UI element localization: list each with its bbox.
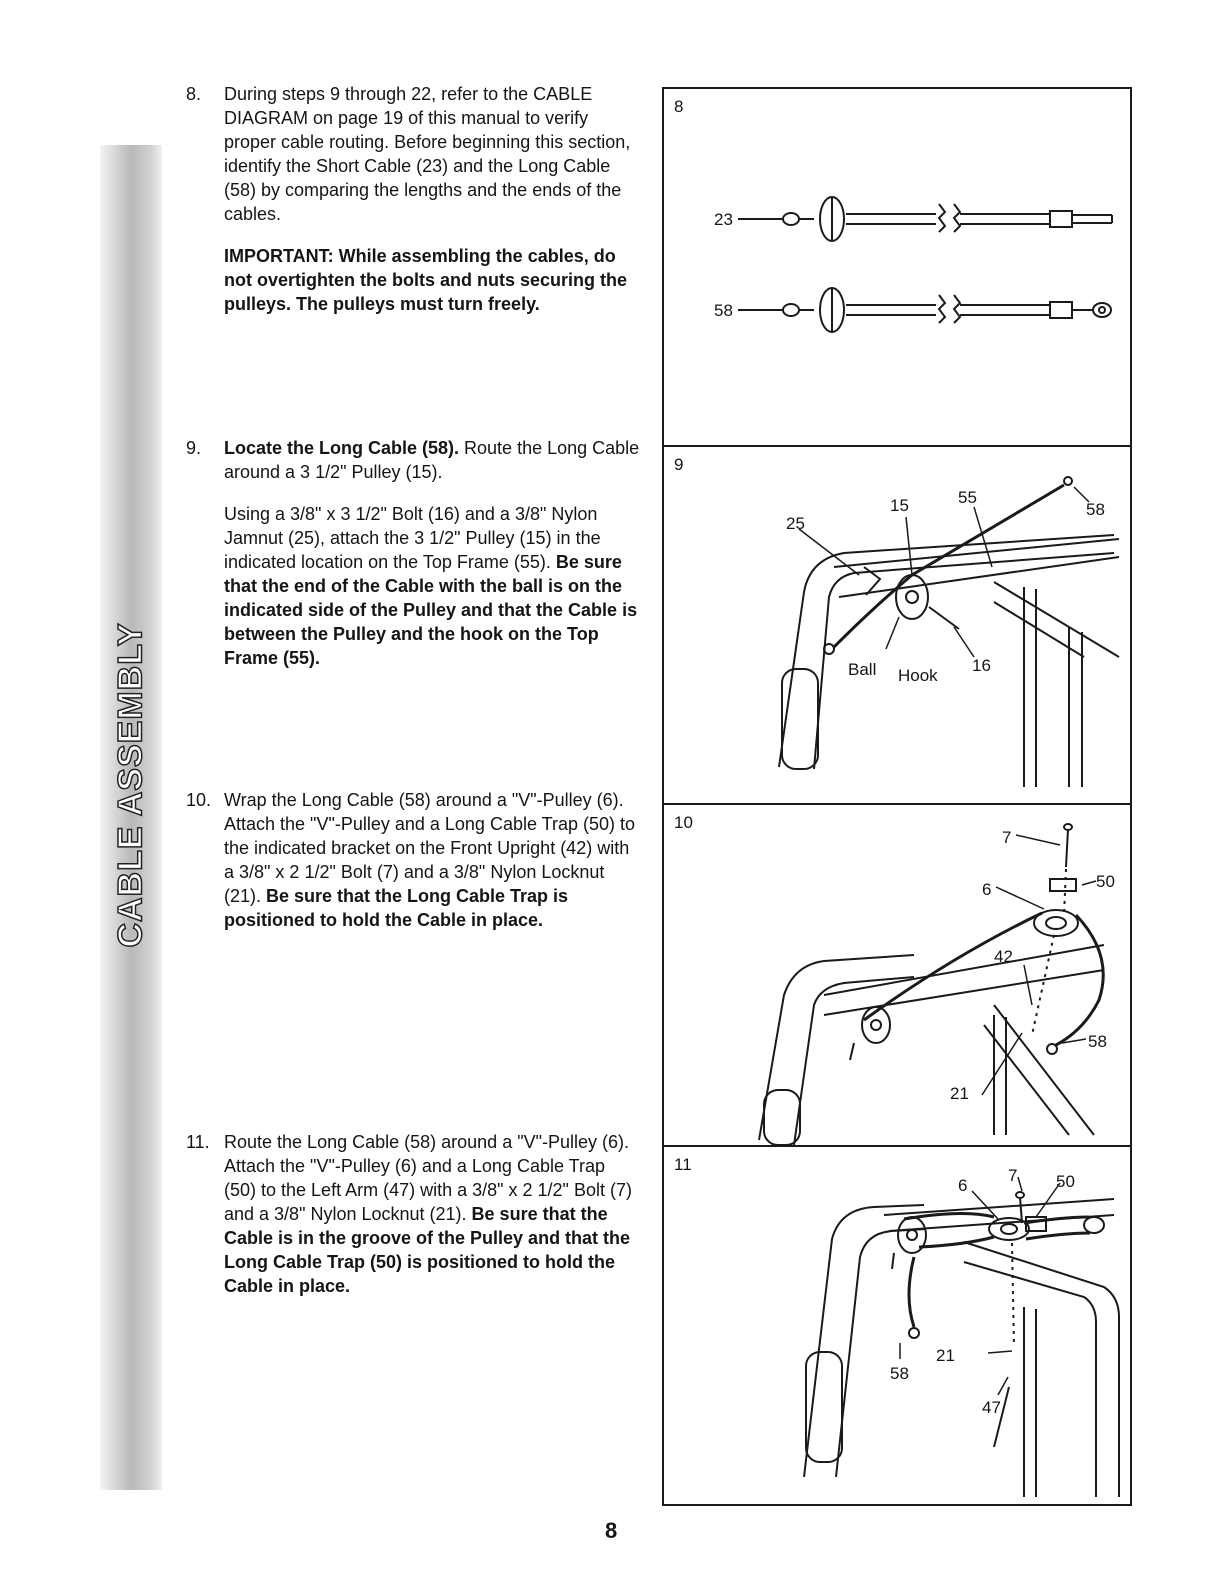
figure-10-number: 10 [674,813,693,832]
figure-10-diagram [664,805,1130,1147]
fig10-label-6: 6 [982,880,992,899]
fig10-label-21: 21 [950,1084,969,1103]
step-9-text-2: Using a 3/8" x 3 1/2" Bolt (16) and a 3/8" Nylon Jamnut (25), attach the 3 1/2" Pulley (15) in the indicated location on the Top Frame (55). [224,504,601,572]
fig11-label-50: 50 [1056,1172,1075,1191]
step-9 [186,436,641,688]
figure-8-diagram [664,89,1130,447]
step-8 [186,82,641,334]
figure-11 [662,1145,1132,1506]
step-8-number: 8. [186,84,202,104]
step-11-warning: Be sure that the Cable is in the groove of the Pulley and that the Long Cable Trap (50) is positioned to hold the Cable in place. [224,1204,631,1296]
figure-8 [662,87,1132,449]
fig11-label-6: 6 [958,1176,968,1195]
step-8-paragraph-2 [224,244,641,316]
step-10-warning: Be sure that the Long Cable Trap is positioned to hold the Cable in place. [224,886,569,930]
step-8-text: During steps 9 through 22, refer to the CABLE DIAGRAM on page 19 of this manual to verify proper cable routing. Before beginning this section, identify the Short Cable (23) and the Long Cable (58) by comparing the lengths and the ends of the cables. [224,84,631,224]
figure-11-diagram [664,1147,1130,1504]
fig10-label-58: 58 [1088,1032,1107,1051]
figure-9-diagram [664,447,1130,805]
step-8-important: IMPORTANT: While assembling the cables, do not overtighten the bolts and nuts securing the pulleys. The pulleys must turn freely. [224,246,628,314]
fig11-label-58: 58 [890,1364,909,1383]
step-10-paragraph-1 [224,788,641,932]
fig11-label-47: 47 [982,1398,1001,1417]
page-number: 8 [605,1518,618,1543]
step-8-paragraph-1 [224,82,641,226]
figure-11-number: 11 [674,1155,692,1174]
fig11-label-21: 21 [936,1346,955,1365]
figure-10 [662,803,1132,1149]
fig9-label-16: 16 [972,656,991,675]
step-9-paragraph-1 [224,436,641,484]
fig9-label-15: 15 [890,496,909,515]
step-10 [186,788,641,950]
step-11 [186,1130,641,1316]
step-9-warning: Be sure that the end of the Cable with the ball is on the indicated side of the Pulley and that the Cable is between the Pulley and the hook on the Top Frame (55). [224,552,638,668]
step-9-paragraph-2 [224,502,641,670]
fig10-label-7: 7 [1002,828,1012,847]
figure-9-number: 9 [674,455,684,474]
step-9-number: 9. [186,438,202,458]
step-9-text: Route the Long Cable around a 3 1/2" Pulley (15). [224,438,640,482]
fig8-label-58: 58 [714,301,733,320]
fig9-label-hook: Hook [898,666,938,685]
fig9-label-25: 25 [786,514,805,533]
step-10-number: 10. [186,790,212,810]
fig10-label-50: 50 [1096,872,1115,891]
step-11-paragraph-1 [224,1130,641,1298]
step-11-text: Route the Long Cable (58) around a "V"-Pulley (6). Attach the "V"-Pulley (6) and a Long Cable Trap (50) to the Left Arm (47) with a 3/8" x 2 1/2" Bolt (7) and a 3/8" Nylon Locknut (21). [224,1132,632,1224]
side-tab-label: CABLE ASSEMBLY [111,622,150,948]
fig8-label-23: 23 [714,210,733,229]
figure-9 [662,445,1132,807]
fig9-label-ball: Ball [848,660,877,679]
fig10-label-42: 42 [994,947,1013,966]
figure-8-number: 8 [674,97,684,116]
fig9-label-55: 55 [958,488,977,507]
fig11-label-7: 7 [1008,1166,1018,1185]
step-10-text: Wrap the Long Cable (58) around a "V"-Pulley (6). Attach the "V"-Pulley and a Long Cable Trap (50) to the indicated bracket on the Front Upright (42) with a 3/8" x 2 1/2" Bolt (7) and a 3/8" Nylon Locknut (21). [224,790,636,906]
fig9-label-58: 58 [1086,500,1105,519]
step-11-number: 11. [186,1132,210,1152]
step-9-lead: Locate the Long Cable (58). [224,438,460,458]
